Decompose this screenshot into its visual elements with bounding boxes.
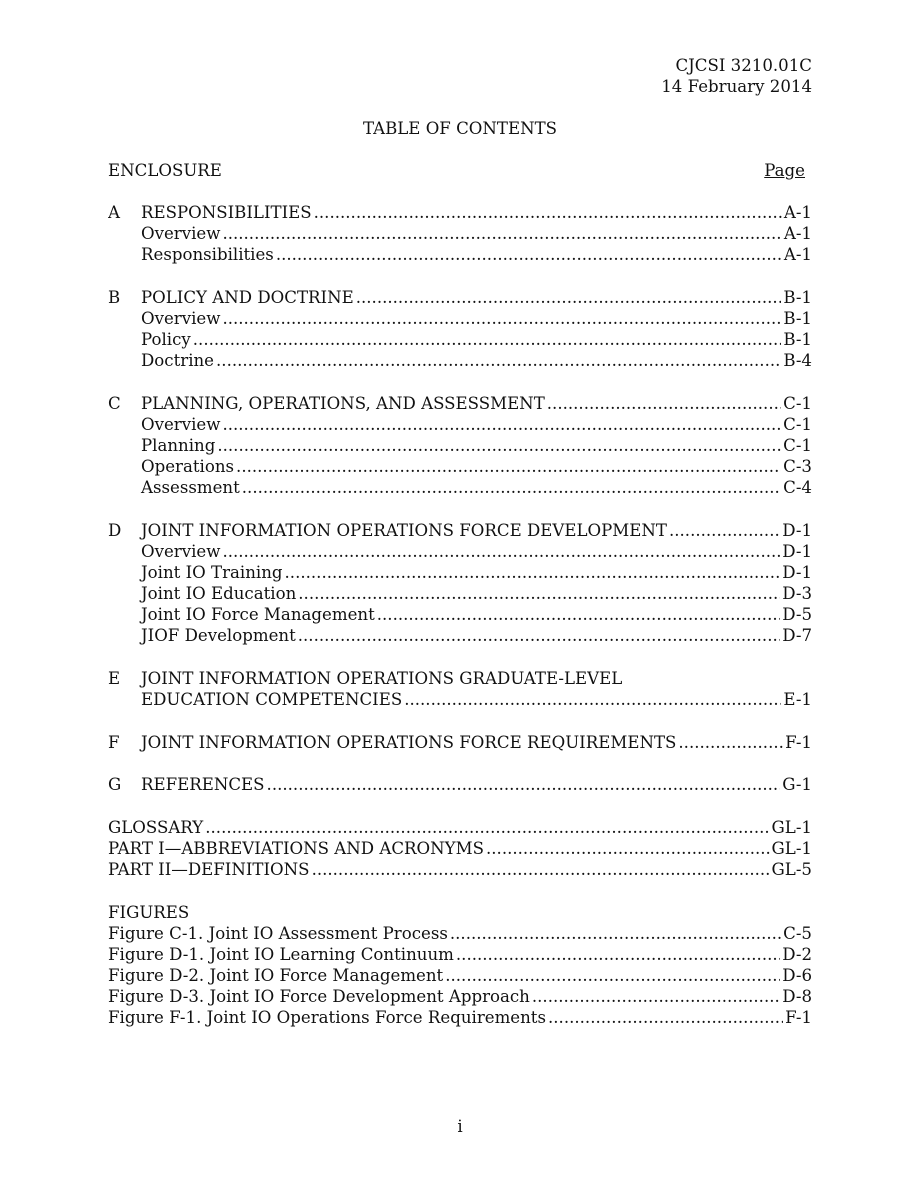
toc-entry-title: PLANNING, OPERATIONS, AND ASSESSMENT bbox=[141, 394, 545, 413]
toc-subentry[interactable] bbox=[108, 223, 812, 244]
dot-leader bbox=[532, 986, 780, 1007]
toc-entry-title: Planning bbox=[141, 436, 216, 455]
toc-entry-title: JOINT INFORMATION OPERATIONS FORCE DEVELOPMENT bbox=[141, 521, 667, 540]
dot-leader bbox=[669, 520, 780, 541]
toc-entry-title: GLOSSARY bbox=[108, 818, 204, 837]
toc-entry-page: F-1 bbox=[785, 733, 812, 752]
dot-leader bbox=[193, 329, 782, 350]
dot-leader bbox=[222, 541, 780, 562]
toc-entry-page: D-1 bbox=[782, 521, 812, 540]
toc-entry-enclosure-c[interactable] bbox=[108, 393, 812, 414]
toc-entry-enclosure-d[interactable] bbox=[108, 520, 812, 541]
toc-entry-title: Overview bbox=[141, 224, 221, 243]
toc-entry-title: POLICY AND DOCTRINE bbox=[141, 288, 354, 307]
toc-entry-figure[interactable] bbox=[108, 986, 812, 1007]
toc-subentry[interactable] bbox=[108, 308, 812, 329]
toc-entry-page: D-8 bbox=[782, 987, 812, 1006]
toc-entry-title: Figure D-3. Joint IO Force Development Approach bbox=[108, 987, 530, 1006]
toc-title: TABLE OF CONTENTS bbox=[362, 119, 558, 138]
toc-entry-page: A-1 bbox=[783, 245, 812, 264]
toc-entry-title: Assessment bbox=[141, 478, 240, 497]
toc-entry-title: Figure C-1. Joint IO Assessment Process bbox=[108, 924, 448, 943]
toc-entry-page: F-1 bbox=[785, 1008, 812, 1027]
dot-leader bbox=[298, 625, 780, 646]
dot-leader bbox=[222, 223, 781, 244]
dot-leader bbox=[242, 477, 781, 498]
enclosure-letter: B bbox=[108, 288, 121, 307]
toc-entry-page: D-5 bbox=[782, 605, 812, 624]
enclosure-letter: G bbox=[108, 775, 122, 794]
toc-entry-page: GL-5 bbox=[771, 860, 812, 879]
toc-entry-page: B-1 bbox=[783, 288, 812, 307]
toc-entry-glossary-part-2[interactable] bbox=[108, 859, 812, 880]
toc-entry-page: C-1 bbox=[783, 436, 812, 455]
enclosure-letter: A bbox=[108, 203, 120, 222]
enclosure-column-header: ENCLOSURE bbox=[108, 161, 222, 180]
dot-leader bbox=[547, 393, 781, 414]
toc-entry-glossary[interactable] bbox=[108, 817, 812, 838]
dot-leader bbox=[312, 859, 770, 880]
dot-leader bbox=[456, 944, 780, 965]
toc-entry-page: C-3 bbox=[783, 457, 812, 476]
toc-entry-title: Joint IO Training bbox=[141, 563, 283, 582]
toc-subentry[interactable] bbox=[108, 456, 812, 477]
dot-leader bbox=[404, 689, 781, 710]
figures-heading: FIGURES bbox=[108, 903, 190, 922]
toc-subentry[interactable] bbox=[108, 541, 812, 562]
toc-entry-page: C-1 bbox=[783, 415, 812, 434]
toc-entry-page: C-1 bbox=[783, 394, 812, 413]
toc-entry-enclosure-f[interactable] bbox=[108, 732, 812, 753]
dot-leader bbox=[298, 583, 780, 604]
enclosure-letter: E bbox=[108, 669, 121, 688]
dot-leader bbox=[216, 350, 781, 371]
toc-entry-enclosure-a[interactable] bbox=[108, 202, 812, 223]
dot-leader bbox=[678, 732, 783, 753]
dot-leader bbox=[236, 456, 781, 477]
toc-entry-title: Figure F-1. Joint IO Operations Force Requirements bbox=[108, 1008, 546, 1027]
toc-entry-title: PART I—ABBREVIATIONS AND ACRONYMS bbox=[108, 839, 484, 858]
toc-entry-enclosure-e-line1[interactable] bbox=[108, 668, 622, 689]
toc-entry-figure[interactable] bbox=[108, 965, 812, 986]
toc-entry-page: B-1 bbox=[783, 309, 812, 328]
toc-entry-page: GL-1 bbox=[771, 818, 812, 837]
toc-entry-title: Responsibilities bbox=[141, 245, 274, 264]
toc-entry-glossary-part-1[interactable] bbox=[108, 838, 812, 859]
toc-entry-page: D-2 bbox=[782, 945, 812, 964]
toc-entry-enclosure-g[interactable] bbox=[108, 774, 812, 795]
toc-entry-title: REFERENCES bbox=[141, 775, 265, 794]
dot-leader bbox=[445, 965, 780, 986]
dot-leader bbox=[356, 287, 782, 308]
toc-entry-title: Operations bbox=[141, 457, 235, 476]
toc-entry-title: Overview bbox=[141, 309, 221, 328]
toc-entry-title: JIOF Development bbox=[141, 626, 296, 645]
toc-subentry[interactable] bbox=[108, 414, 812, 435]
toc-entry-title: Overview bbox=[141, 542, 221, 561]
page-column-header: Page bbox=[764, 161, 805, 180]
toc-entry-title: JOINT INFORMATION OPERATIONS FORCE REQUIREMENTS bbox=[141, 733, 677, 752]
page-number: i bbox=[457, 1117, 463, 1136]
toc-subentry[interactable] bbox=[108, 350, 812, 371]
toc-entry-title: Doctrine bbox=[141, 351, 215, 370]
toc-entry-page: G-1 bbox=[782, 775, 812, 794]
toc-entry-title: RESPONSIBILITIES bbox=[141, 203, 312, 222]
dot-leader bbox=[222, 308, 781, 329]
dot-leader bbox=[285, 562, 781, 583]
enclosure-letter: F bbox=[108, 733, 120, 752]
toc-entry-title: Figure D-1. Joint IO Learning Continuum bbox=[108, 945, 454, 964]
toc-entry-page: D-7 bbox=[782, 626, 812, 645]
toc-subentry[interactable] bbox=[108, 562, 812, 583]
toc-entry-page: D-1 bbox=[782, 563, 812, 582]
toc-subentry[interactable] bbox=[108, 435, 812, 456]
toc-entry-title: JOINT INFORMATION OPERATIONS GRADUATE-LEVEL bbox=[141, 669, 623, 688]
toc-subentry[interactable] bbox=[108, 604, 812, 625]
toc-entry-figure[interactable] bbox=[108, 923, 812, 944]
toc-entry-page: A-1 bbox=[783, 224, 812, 243]
toc-entry-title: Overview bbox=[141, 415, 221, 434]
toc-entry-page: D-3 bbox=[782, 584, 812, 603]
toc-entry-figure[interactable] bbox=[108, 1007, 812, 1028]
dot-leader bbox=[450, 923, 781, 944]
toc-entry-title: Policy bbox=[141, 330, 191, 349]
toc-entry-enclosure-e[interactable] bbox=[108, 689, 812, 710]
toc-entry-page: C-5 bbox=[783, 924, 812, 943]
toc-entry-title: Joint IO Force Management bbox=[141, 605, 375, 624]
dot-leader bbox=[548, 1007, 783, 1028]
document-id: CJCSI 3210.01C bbox=[675, 56, 812, 75]
dot-leader bbox=[314, 202, 782, 223]
toc-entry-page: GL-1 bbox=[771, 839, 812, 858]
document-date: 14 February 2014 bbox=[661, 77, 812, 96]
toc-entry-title: Joint IO Education bbox=[141, 584, 297, 603]
dot-leader bbox=[217, 435, 781, 456]
toc-subentry[interactable] bbox=[108, 625, 812, 646]
toc-entry-figure[interactable] bbox=[108, 944, 812, 965]
toc-entry-page: D-6 bbox=[782, 966, 812, 985]
toc-entry-page: A-1 bbox=[783, 203, 812, 222]
toc-subentry[interactable] bbox=[108, 244, 812, 265]
toc-entry-page: D-1 bbox=[782, 542, 812, 561]
toc-entry-enclosure-b[interactable] bbox=[108, 287, 812, 308]
dot-leader bbox=[205, 817, 769, 838]
toc-entry-page: E-1 bbox=[783, 690, 812, 709]
enclosure-letter: C bbox=[108, 394, 121, 413]
toc-entry-title: EDUCATION COMPETENCIES bbox=[141, 690, 403, 709]
toc-entry-page: C-4 bbox=[783, 478, 812, 497]
toc-subentry[interactable] bbox=[108, 583, 812, 604]
dot-leader bbox=[486, 838, 770, 859]
toc-subentry[interactable] bbox=[108, 329, 812, 350]
toc-entry-title: PART II—DEFINITIONS bbox=[108, 860, 310, 879]
dot-leader bbox=[222, 414, 781, 435]
dot-leader bbox=[377, 604, 780, 625]
dot-leader bbox=[267, 774, 781, 795]
toc-entry-page: B-1 bbox=[783, 330, 812, 349]
dot-leader bbox=[276, 244, 782, 265]
toc-subentry[interactable] bbox=[108, 477, 812, 498]
toc-entry-page: B-4 bbox=[783, 351, 812, 370]
enclosure-letter: D bbox=[108, 521, 122, 540]
toc-entry-title: Figure D-2. Joint IO Force Management bbox=[108, 966, 444, 985]
